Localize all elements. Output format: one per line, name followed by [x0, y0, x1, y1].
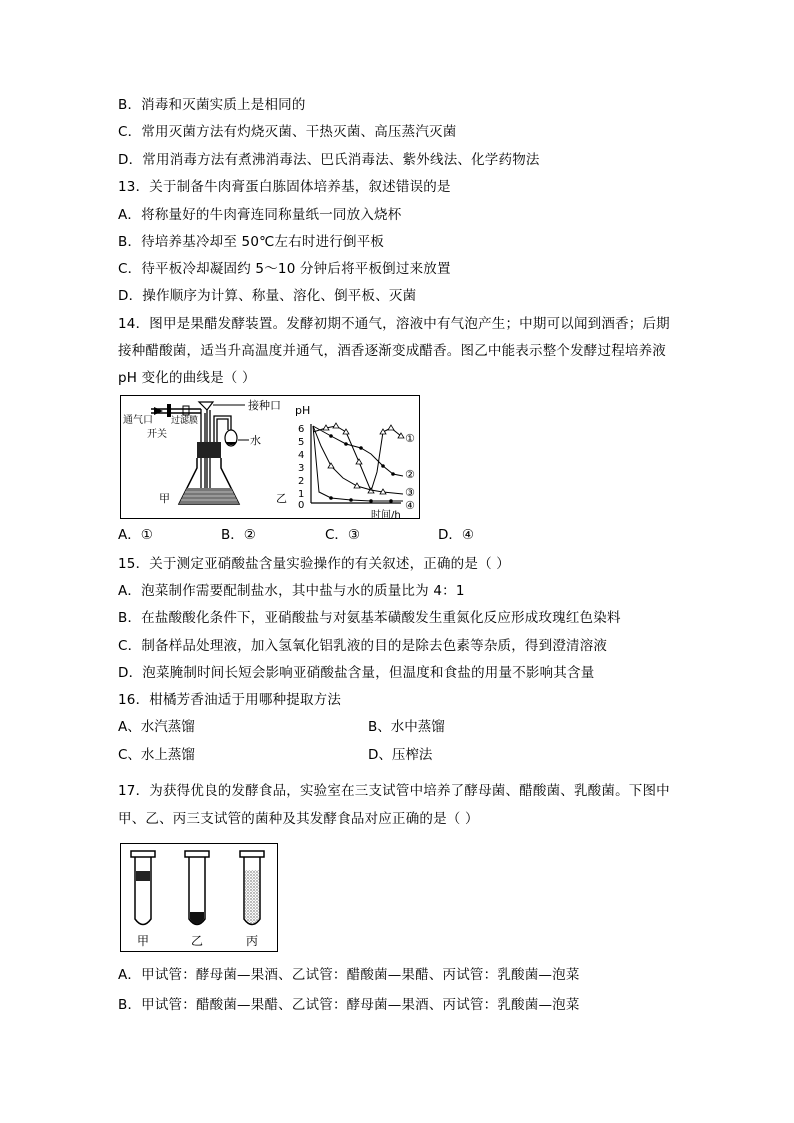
curve-label-1: ①	[405, 432, 415, 445]
water-label: 水	[250, 434, 261, 447]
q14-options	[118, 526, 718, 544]
q13-option-b: B．待培养基冷却至 50℃左右时进行倒平板	[118, 234, 385, 250]
q17-option-b: B．甲试管：醋酸菌—果醋、乙试管：酵母菌—果酒、丙试管：乳酸菌—泡菜	[118, 997, 580, 1013]
q14-option-a: A．①	[118, 527, 153, 543]
q14-figure-drawing	[121, 396, 419, 518]
y-tick-5: 5	[298, 437, 305, 448]
curve-label-2: ②	[405, 468, 415, 481]
q16-options-row1	[118, 718, 718, 736]
q17-stem-line2: 甲、乙、丙三支试管的菌种及其发酵食品对应正确的是（ ）	[118, 811, 479, 827]
q16-stem: 16．柑橘芳香油适于用哪种提取方法	[118, 692, 342, 708]
port-label: 接种口	[248, 399, 281, 412]
tube-label-yi: 乙	[191, 934, 204, 948]
q17-option-a: A．甲试管：酵母菌—果酒、乙试管：醋酸菌—果醋、丙试管：乳酸菌—泡菜	[118, 967, 580, 983]
q15-option-c: C．制备样品处理液，加入氢氧化铝乳液的目的是除去色素等杂质，得到澄清溶液	[118, 638, 608, 654]
q17-figure	[120, 843, 278, 952]
q14-option-b: B．②	[221, 527, 256, 543]
q12-option-d: D．常用消毒方法有煮沸消毒法、巴氏消毒法、紫外线法、化学药物法	[118, 152, 540, 168]
q15-option-d: D．泡菜腌制时间长短会影响亚硝酸盐含量，但温度和食盐的用量不影响其含量	[118, 665, 595, 681]
y-tick-4: 4	[298, 450, 305, 461]
inlet-label: 通气口	[123, 415, 153, 426]
filter-label: 过滤膜	[171, 416, 199, 426]
ph-chart	[276, 404, 415, 518]
q15-option-a: A．泡菜制作需要配制盐水，其中盐与水的质量比为 4：1	[118, 583, 465, 599]
switch-label: 开关	[147, 429, 167, 440]
q13-option-d: D．操作顺序为计算、称量、溶化、倒平板、灭菌	[118, 288, 417, 304]
test-tubes-drawing	[121, 844, 277, 951]
q14-option-d: D．④	[438, 527, 474, 543]
y-tick-3: 3	[298, 463, 305, 474]
q16-options-row2	[118, 746, 718, 764]
q14-stem-line2: 接种醋酸菌，适当升高温度并通气，酒香逐渐变成醋香。图乙中能表示整个发酵过程培养液	[118, 343, 666, 359]
curve-2	[313, 426, 403, 476]
q13-option-c: C．待平板冷却凝固约 5～10 分钟后将平板倒过来放置	[118, 261, 451, 277]
tube-label-jia: 甲	[137, 934, 150, 948]
x-axis-label: 时间/h	[371, 510, 401, 518]
curve-label-3: ③	[405, 486, 415, 499]
chart-label: 乙	[276, 492, 287, 505]
q14-stem-line1: 14．图甲是果醋发酵装置。发酵初期不通气，溶液中有气泡产生；中期可以闻到酒香；后期	[118, 316, 670, 332]
q14-figure	[120, 395, 420, 519]
q12-option-c: C．常用灭菌方法有灼烧灭菌、干热灭菌、高压蒸汽灭菌	[118, 124, 457, 140]
q14-option-c: C．③	[325, 527, 361, 543]
tube-yi	[185, 851, 209, 925]
y-tick-6: 6	[298, 424, 305, 435]
q14-stem-line3: pH 变化的曲线是（ ）	[118, 370, 256, 386]
curve-1	[313, 426, 401, 491]
q12-option-b: B．消毒和灭菌实质上是相同的	[118, 97, 306, 113]
q15-option-b: B．在盐酸酸化条件下，亚硝酸盐与对氨基苯磺酸发生重氮化反应形成玫瑰红色染料	[118, 610, 621, 626]
q16-option-d: D、压榨法	[368, 747, 433, 763]
q15-stem: 15．关于测定亚硝酸盐含量实验操作的有关叙述，正确的是（ ）	[118, 556, 510, 572]
curve-label-4: ④	[405, 499, 415, 512]
q16-option-c: C、水上蒸馏	[118, 747, 195, 763]
q13-option-a: A．将称量好的牛肉膏连同称量纸一同放入烧杯	[118, 207, 402, 223]
tube-label-bing: 丙	[246, 934, 259, 948]
q13-stem: 13．关于制备牛肉膏蛋白胨固体培养基，叙述错误的是	[118, 179, 451, 195]
y-tick-0: 0	[298, 500, 305, 511]
tube-bing	[240, 851, 264, 925]
y-tick-1: 1	[298, 489, 305, 500]
flask-label: 甲	[159, 492, 170, 505]
tube-jia	[131, 851, 155, 925]
ph-axis-label: pH	[295, 404, 311, 417]
q16-option-b: B、水中蒸馏	[368, 719, 445, 735]
q16-option-a: A、水汽蒸馏	[118, 719, 195, 735]
q17-stem-line1: 17．为获得优良的发酵食品，实验室在三支试管中培养了酵母菌、醋酸菌、乳酸菌。下图中	[118, 783, 670, 799]
fermentation-apparatus	[151, 402, 249, 504]
y-tick-2: 2	[298, 476, 305, 487]
